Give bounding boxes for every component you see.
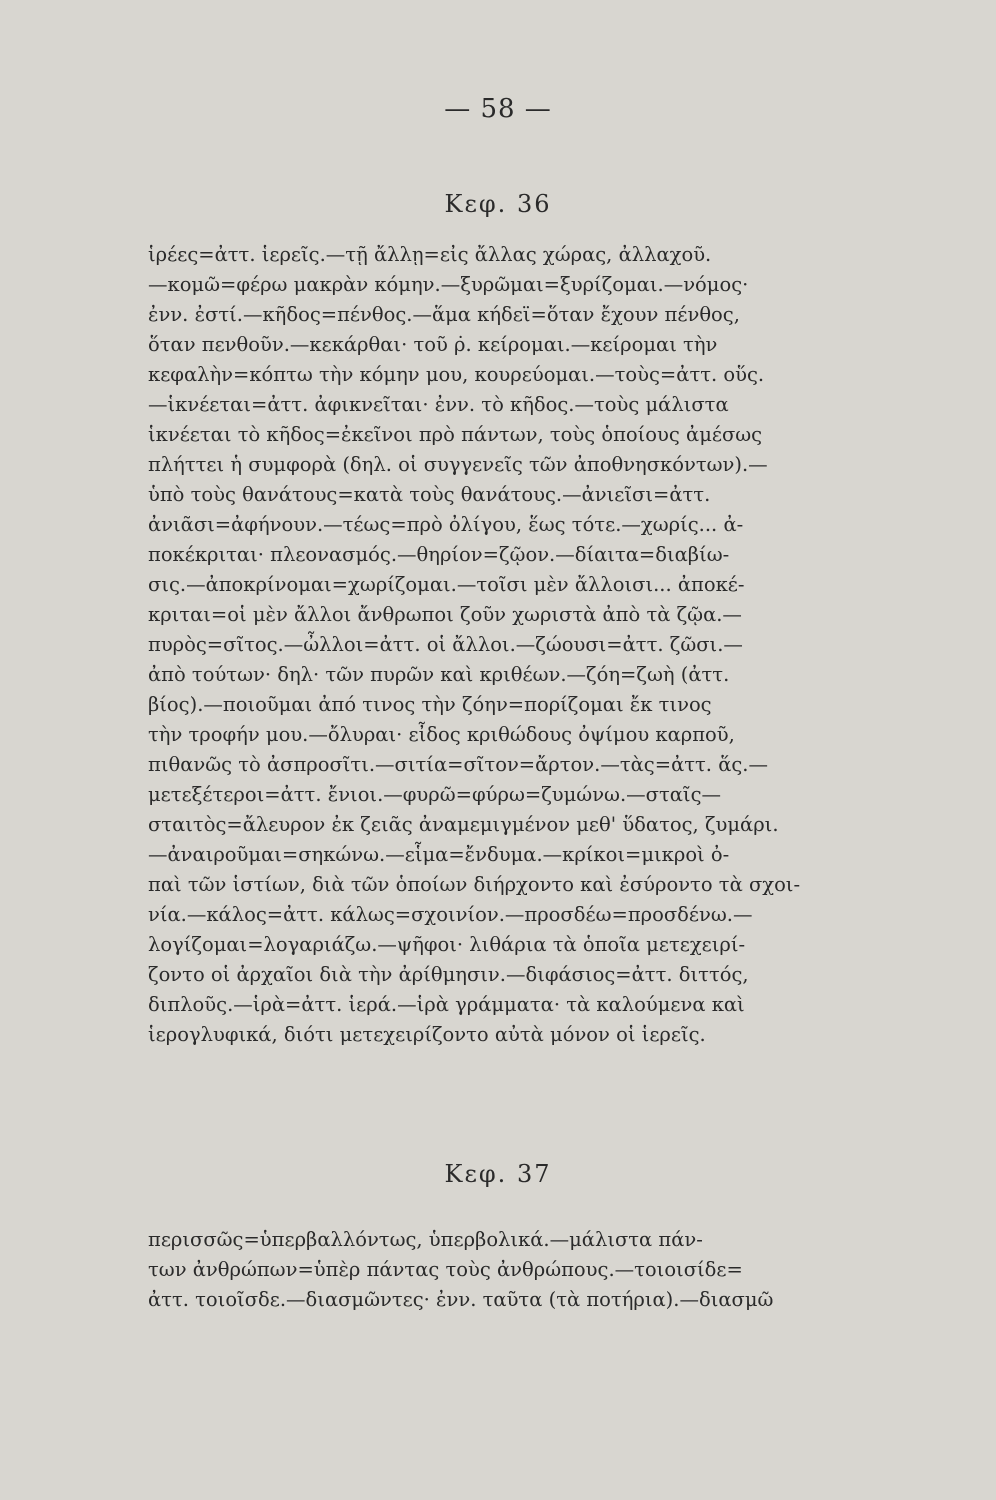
text-line: ποκέκριται· πλεονασμός.—θηρίον=ζῷον.—δίαιτα=διαβίω- [148,543,730,566]
text-line: μετεξέτεροι=ἀττ. ἔνιοι.—φυρῶ=φύρω=ζυμώνω.—σταῖς— [148,783,721,806]
text-line: πλήττει ἡ συμφορὰ (δηλ. οἱ συγγενεῖς τῶν ἀποθνησκόντων).— [148,453,768,476]
text-line: ἀπὸ τούτων· δηλ· τῶν πυρῶν καὶ κριθέων.—ζόη=ζωὴ (ἀττ. [148,663,730,686]
text-line: βίος).—ποιοῦμαι ἀπό τινος τὴν ζόην=πορίζομαι ἔκ τινος [148,693,712,716]
text-line: ὑπὸ τοὺς θανάτους=κατὰ τοὺς θανάτους.—ἀνιεῖσι=ἀττ. [148,483,711,506]
text-line: —κομῶ=φέρω μακρὰν κόμην.—ξυρῶμαι=ξυρίζομαι.—νόμος· [148,273,749,296]
text-line: τὴν τροφήν μου.—ὄλυραι· εἶδος κριθώδους ὀψίμου καρποῦ, [148,723,735,746]
text-line: πιθανῶς τὸ ἀσπροσῖτι.—σιτία=σῖτον=ἄρτον.—τὰς=ἀττ. ἅς.— [148,753,768,776]
text-line: των ἀνθρώπων=ὑπὲρ πάντας τοὺς ἀνθρώπους.—τοιοισίδε= [148,1258,743,1281]
chapter-36-commentary [148,240,950,1050]
text-line: περισσῶς=ὑπερβαλλόντως, ὑπερβολικά.—μάλιστα πάν- [148,1228,703,1251]
page-number: — 58 — [444,94,552,124]
text-line: πυρὸς=σῖτος.—ὦλλοι=ἀττ. οἱ ἄλλοι.—ζώουσι=ἀττ. ζῶσι.— [148,633,743,656]
text-line: —ἀναιροῦμαι=σηκώνω.—εἷμα=ἔνδυμα.—κρίκοι=μικροὶ ὀ- [148,843,730,866]
text-line: σταιτὸς=ἄλευρον ἐκ ζειᾶς ἀναμεμιγμένον μεθ' ὕδατος, ζυμάρι. [148,813,779,836]
text-line: παὶ τῶν ἱστίων, διὰ τῶν ὁποίων διήρχοντο καὶ ἐσύροντο τὰ σχοι- [148,873,801,896]
text-line: νία.—κάλος=ἀττ. κάλως=σχοινίον.—προσδέω=προσδένω.— [148,903,753,926]
text-line: ἱερογλυφικά, διότι μετεχειρίζοντο αὐτὰ μόνον οἱ ἱερεῖς. [148,1023,706,1046]
text-line: —ἱκνέεται=ἀττ. ἀφικνεῖται· ἐνν. τὸ κῆδος.—τοὺς μάλιστα [148,393,729,416]
text-line: ἱρέες=ἀττ. ἱερεῖς.—τῇ ἄλλῃ=εἰς ἄλλας χώρας, ἀλλαχοῦ. [148,243,712,266]
text-line: ὅταν πενθοῦν.—κεκάρθαι· τοῦ ρ̇. κείρομαι.—κείρομαι τὴν [148,333,718,356]
text-line: ἱκνέεται τὸ κῆδος=ἐκεῖνοι πρὸ πάντων, τοὺς ὁποίους ἀμέσως [148,423,763,446]
text-line: κεφαλὴν=κόπτω τὴν κόμην μου, κουρεύομαι.—τοὺς=ἀττ. οὕς. [148,363,765,386]
chapter-37-heading: Κεφ. 37 [444,1160,552,1188]
text-line: σις.—ἀποκρίνομαι=χωρίζομαι.—τοῖσι μὲν ἄλλοισι... ἀποκέ- [148,573,745,596]
text-line: ἀνιᾶσι=ἀφήνουν.—τέως=πρὸ ὀλίγου, ἕως τότε.—χωρίς... ἀ- [148,513,744,536]
text-line: λογίζομαι=λογαριάζω.—ψῆφοι· λιθάρια τὰ ὁποῖα μετεχειρί- [148,933,746,956]
text-line: ζοντο οἱ ἀρχαῖοι διὰ τὴν ἀρίθμησιν.—διφάσιος=ἀττ. διττός, [148,963,749,986]
chapter-37-commentary [148,1225,950,1315]
text-line: κριται=οἱ μὲν ἄλλοι ἄνθρωποι ζοῦν χωριστὰ ἀπὸ τὰ ζῷα.— [148,603,742,626]
text-line: διπλοῦς.—ἱρὰ=ἀττ. ἱερά.—ἱρὰ γράμματα· τὰ καλούμενα καὶ [148,993,745,1016]
chapter-36-heading: Κεφ. 36 [444,190,552,218]
text-line: ἀττ. τοιοῖσδε.—διασμῶντες· ἐνν. ταῦτα (τὰ ποτήρια).—διασμῶ [148,1288,774,1311]
text-line: ἐνν. ἐστί.—κῆδος=πένθος.—ἅμα κήδεϊ=ὅταν ἔχουν πένθος, [148,303,740,326]
